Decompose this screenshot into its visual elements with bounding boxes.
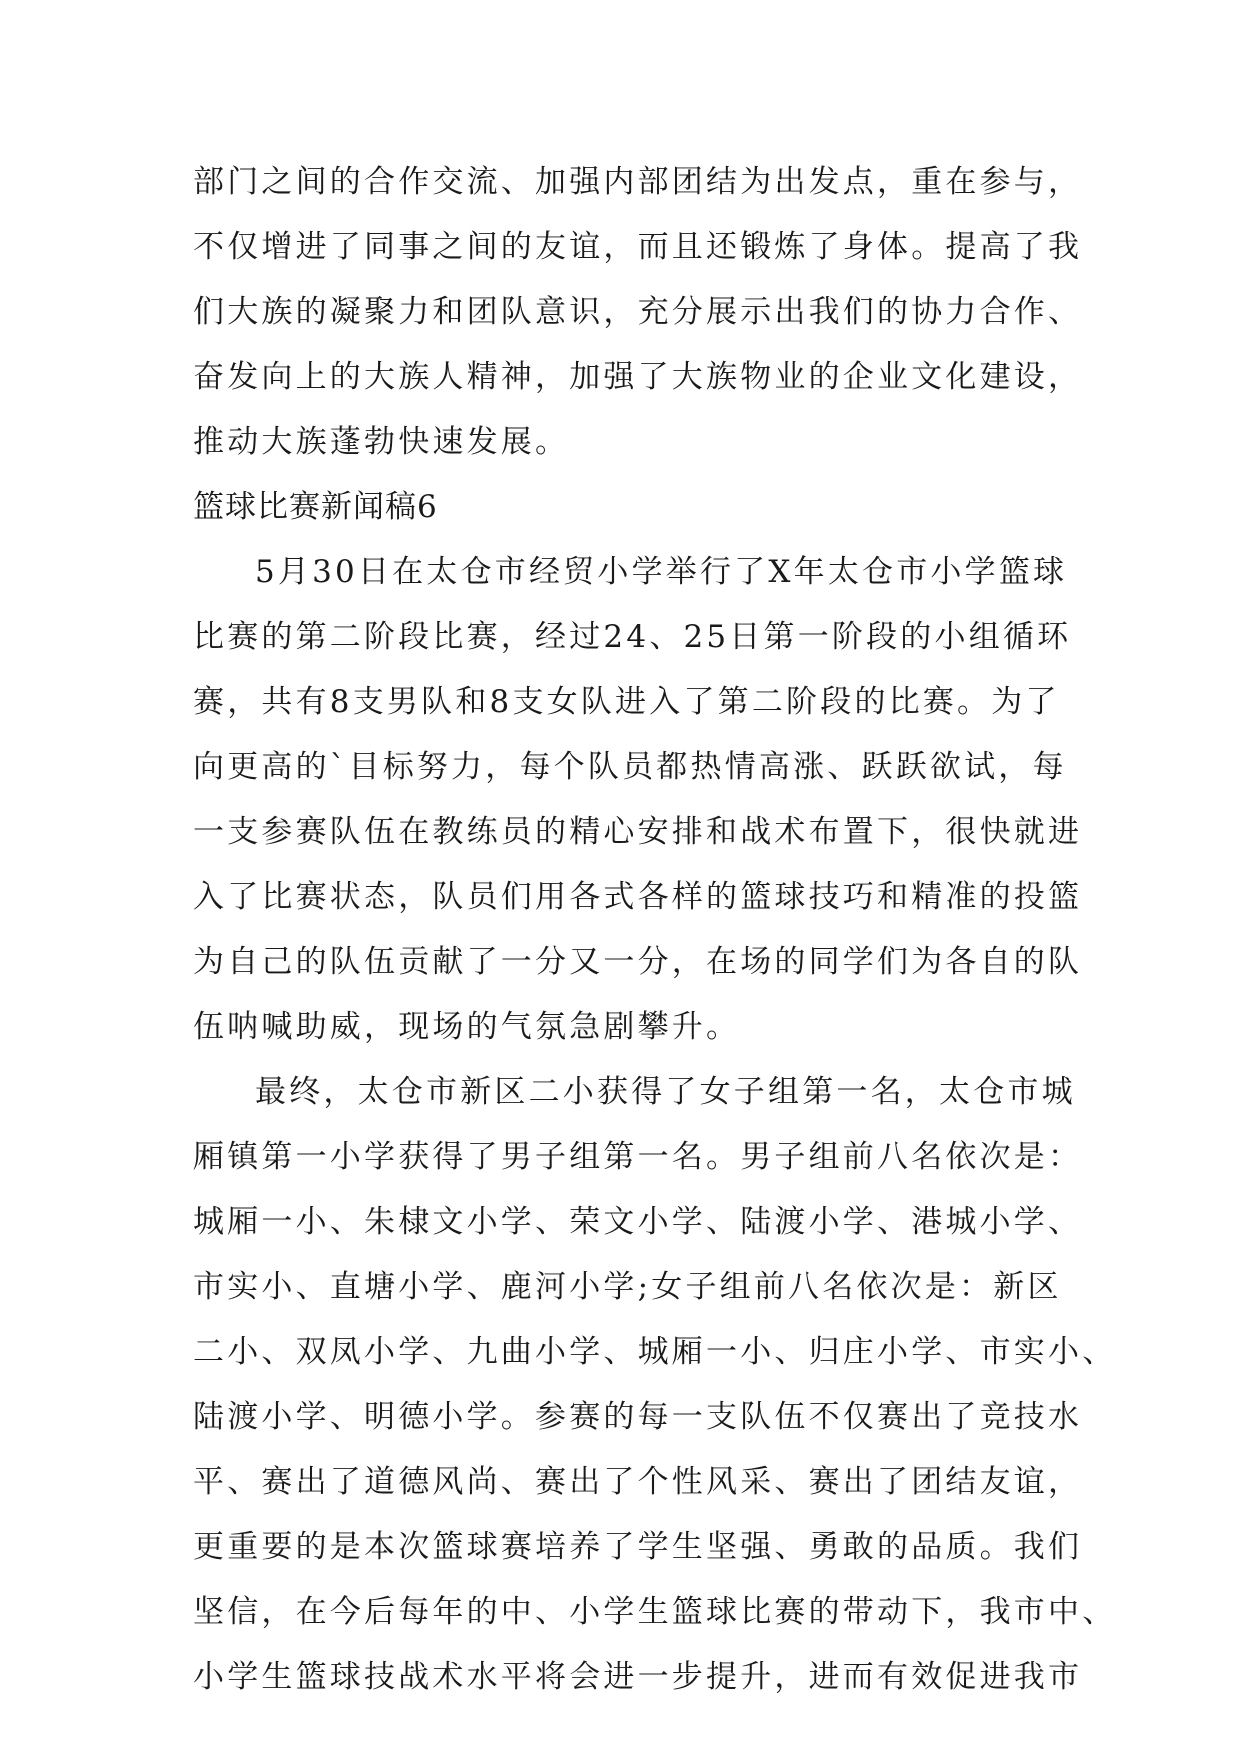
paragraph-line: 二小、双凤小学、九曲小学、城厢一小、归庄小学、市实小、 [193,1334,1117,1370]
paragraph-line: 平、赛出了道德风尚、赛出了个性风采、赛出了团结友谊， [193,1464,1083,1500]
paragraph-line: 赛，共有8支男队和8支女队进入了第二阶段的比赛。为了 [193,684,1060,720]
paragraph-line: 比赛的第二阶段比赛，经过24、25日第一阶段的小组循环 [193,619,1072,655]
paragraph-line: 小学生篮球技战术水平将会进一步提升，进而有效促进我市 [193,1659,1083,1695]
paragraph-line: 入了比赛状态，队员们用各式各样的篮球技巧和精准的投篮 [193,879,1083,915]
paragraph-line: 一支参赛队伍在教练员的精心安排和战术布置下，很快就进 [193,814,1083,850]
paragraph-line: 陆渡小学、明德小学。参赛的每一支队伍不仅赛出了竞技水 [193,1399,1083,1435]
paragraph-line: 为自己的队伍贡献了一分又一分，在场的同学们为各自的队 [193,944,1083,980]
paragraph-line: 厢镇第一小学获得了男子组第一名。男子组前八名依次是： [193,1139,1083,1175]
paragraph-line: 部门之间的合作交流、加强内部团结为出发点，重在参与， [193,164,1083,200]
paragraph-line: 向更高的`目标努力，每个队员都热情高涨、跃跃欲试，每 [193,749,1067,785]
paragraph-line: 伍呐喊助威，现场的气氛急剧攀升。 [193,1009,741,1045]
paragraph-line: 5月30日在太仓市经贸小学举行了X年太仓市小学篮球 [255,554,1068,590]
paragraph-line: 最终，太仓市新区二小获得了女子组第一名，太仓市城 [255,1074,1076,1110]
paragraph-line: 市实小、直塘小学、鹿河小学;女子组前八名依次是：新区 [193,1269,1062,1305]
paragraph-line: 不仅增进了同事之间的友谊，而且还锻炼了身体。提高了我 [193,229,1083,265]
paragraph-line: 更重要的是本次篮球赛培养了学生坚强、勇敢的品质。我们 [193,1529,1083,1565]
article-body [193,150,1117,1710]
paragraph-line: 推动大族蓬勃快速发展。 [193,424,570,460]
paragraph-line: 奋发向上的大族人精神，加强了大族物业的企业文化建设， [193,359,1083,395]
paragraph-line: 们大族的凝聚力和团队意识，充分展示出我们的协力合作、 [193,294,1083,330]
paragraph-line: 坚信，在今后每年的中、小学生篮球比赛的带动下，我市中、 [193,1594,1117,1630]
section-heading: 篮球比赛新闻稿6 [193,489,438,525]
paragraph-line: 城厢一小、朱棣文小学、荣文小学、陆渡小学、港城小学、 [193,1204,1083,1240]
